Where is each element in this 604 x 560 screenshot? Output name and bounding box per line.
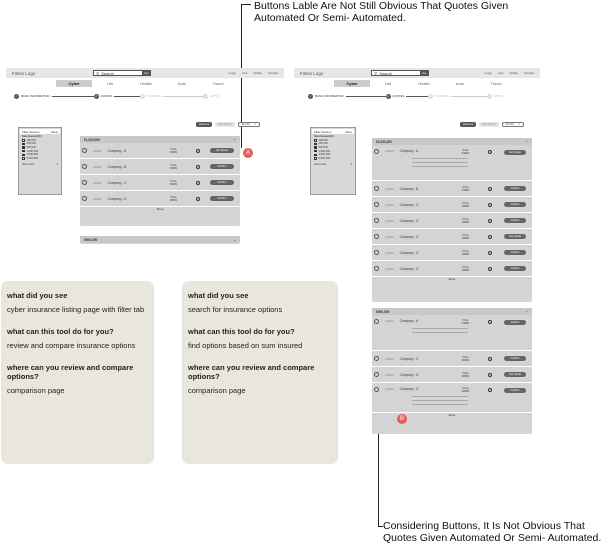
panel-header[interactable]: €500,000 ⌄ (80, 236, 240, 243)
sort-select[interactable]: Sort by ▾ (502, 122, 524, 127)
step-dot: 3 (430, 94, 432, 98)
get-quote-button[interactable]: Get Quote (210, 148, 234, 153)
search-icon: ⚲ (374, 70, 378, 76)
confirm-button[interactable]: Confirm (504, 320, 526, 325)
quote-card: LOGO Company - D Price €2500 Confirm (372, 213, 532, 229)
top-link[interactable]: Kontakt (267, 71, 278, 75)
info-icon (82, 180, 87, 185)
answer: find options based on sum insured (188, 341, 303, 350)
add-icon[interactable] (488, 235, 492, 239)
filter-option[interactable]: 100,000 (311, 139, 355, 143)
filter-option[interactable]: 250,000 (19, 142, 61, 146)
confirm-button[interactable]: Confirm (210, 180, 234, 185)
quote-card: LOGO Company - A Price €1500 Get Quote (80, 143, 240, 159)
answer: cyber insurance listing page with filter tab (7, 305, 145, 314)
quote-panel (372, 308, 532, 434)
question: where can you review and compare options? (7, 363, 134, 381)
annotation-connector (241, 4, 251, 5)
add-icon[interactable] (488, 150, 492, 154)
details-line (412, 158, 468, 159)
tab-auto[interactable]: Auto (455, 81, 465, 86)
chevron-up-icon: ⌃ (525, 139, 528, 144)
info-icon (374, 372, 379, 377)
step-label: APPLY (210, 94, 220, 98)
annotation-bottom: Considering Buttons, It Is Not Obvious That Quotes Given Automated Or Semi- Automated. (383, 520, 602, 544)
info-icon (374, 387, 379, 392)
search-icon: ⚲ (96, 70, 100, 76)
chevron-down-icon: ▾ (518, 122, 520, 126)
top-link[interactable]: Artikel (509, 71, 518, 75)
details-line (412, 166, 468, 167)
tab-cyber[interactable]: Cyber (334, 80, 370, 87)
chevron-down-icon: ▾ (254, 122, 256, 126)
answer: comparison page (7, 386, 65, 395)
question: what did you see (7, 291, 68, 300)
answer: review and compare insurance options (7, 341, 136, 350)
add-icon[interactable] (196, 197, 200, 201)
top-link[interactable]: Link (497, 71, 504, 75)
annotation-badge-a: A (243, 148, 253, 158)
info-icon (374, 218, 379, 223)
question: what did you see (188, 291, 249, 300)
check-icon: ✓ (15, 94, 18, 98)
quote-card: LOGO Company - C Price €2000 Confirm (372, 351, 532, 367)
annotation-badge-b: B (397, 414, 407, 424)
logo: Finlex Logo (12, 70, 36, 76)
tab-travel[interactable]: Travel (212, 81, 224, 86)
sort-select[interactable]: Sort by ▾ (238, 122, 260, 127)
add-icon[interactable] (488, 187, 492, 191)
tab-life[interactable]: Life (106, 81, 114, 86)
step-dot: 2 (95, 94, 97, 98)
top-link[interactable]: Kontakt (523, 71, 534, 75)
logo: Finlex Logo (300, 70, 324, 76)
add-icon[interactable] (488, 320, 492, 324)
more-link[interactable]: More (448, 277, 456, 281)
details-line (412, 332, 468, 333)
filter-option[interactable]: 1,000,000 (311, 149, 355, 153)
question: what can this tool do for you? (188, 327, 295, 336)
add-icon[interactable] (488, 373, 492, 377)
info-icon (82, 148, 87, 153)
quote-card: LOGO Company - C Price €2000 Confirm (372, 197, 532, 213)
question: where can you review and compare options? (188, 363, 315, 381)
info-icon (374, 319, 379, 324)
step-label: QUOTES (392, 94, 405, 98)
confirm-button[interactable]: Confirm (504, 202, 526, 207)
top-link[interactable]: Artikel (253, 71, 262, 75)
tab-travel[interactable]: Travel (490, 81, 502, 86)
add-icon[interactable] (488, 203, 492, 207)
info-icon (374, 250, 379, 255)
chevron-up-icon: ⌃ (525, 309, 528, 314)
details-line (412, 328, 468, 329)
quote-card: LOGO Company - D Price €2500 Get Quote (372, 367, 532, 383)
header-bar (6, 68, 284, 78)
quote-card: LOGO Company - D Price €2500 Confirm (372, 261, 532, 277)
top-link[interactable]: Link (241, 71, 248, 75)
filter-panel (310, 127, 356, 195)
filter-option[interactable]: 500,000 (19, 146, 61, 150)
step-label: BASIC INFORMATION (21, 94, 50, 98)
annotation-top: Buttons Lable Are Not Still Obvious That Quotes Given Automated Or Semi- Automated. (254, 0, 509, 24)
add-icon[interactable] (488, 219, 492, 223)
top-link[interactable]: Login (228, 71, 236, 75)
question: what can this tool do for you? (7, 327, 114, 336)
quote-card: LOGO Company - B Price €1800 Confirm (372, 181, 532, 197)
search-button[interactable]: Go (422, 71, 427, 75)
sort-row (196, 122, 260, 127)
progress-steps (14, 92, 221, 100)
step-label: COMPARE (147, 94, 162, 98)
sort-tab-relevant[interactable]: Relevant (196, 122, 212, 127)
chevron-down-icon: ▾ (56, 163, 58, 167)
answer: comparison page (188, 386, 246, 395)
info-icon (374, 186, 379, 191)
top-links (229, 71, 278, 75)
top-link[interactable]: Login (484, 71, 492, 75)
confirm-button[interactable]: Confirm (210, 164, 234, 169)
answer: search for insurance options (188, 305, 283, 314)
add-icon[interactable] (488, 388, 492, 392)
research-notes-left (1, 281, 154, 464)
add-icon[interactable] (196, 149, 200, 153)
sort-row (460, 122, 524, 127)
search-input[interactable]: ⚲ Search Go (93, 70, 151, 76)
info-icon (82, 164, 87, 169)
filter-group-label: Sum Insured (€) (22, 135, 42, 139)
more-link[interactable]: More (448, 413, 456, 417)
quote-card: LOGO Company - B Price €1800 Confirm (80, 159, 240, 175)
sort-tab-rating[interactable]: Best Rating (479, 122, 498, 127)
check-icon: ✓ (309, 94, 312, 98)
search-button[interactable]: Go (144, 71, 149, 75)
quote-card: LOGO Company - D Price €2500 Confirm (80, 191, 240, 207)
add-icon[interactable] (488, 357, 492, 361)
tab-life[interactable]: Life (384, 81, 392, 86)
info-icon (82, 196, 87, 201)
sort-tab-rating[interactable]: Best Rating (215, 122, 234, 127)
details-line (412, 404, 468, 405)
info-icon (374, 149, 379, 154)
add-icon[interactable] (196, 165, 200, 169)
add-icon[interactable] (488, 267, 492, 271)
header-bar (294, 68, 540, 78)
quote-card-expanded: LOGO Company - A Price €1500 Get Quote (372, 145, 532, 181)
confirm-button[interactable]: Confirm (504, 186, 526, 191)
info-icon (374, 266, 379, 271)
details-line (412, 396, 468, 397)
quote-card-expanded: LOGO Company - A Price €1500 Confirm (372, 315, 532, 351)
step-dot: 3 (142, 94, 144, 98)
panel-header[interactable]: €1,000,000 ⌃ (372, 138, 532, 145)
quote-panel (80, 136, 240, 226)
quote-panel-collapsed (80, 236, 240, 244)
research-notes-right (182, 281, 338, 464)
quote-card: LOGO Company - D Price €2500 Confirm (372, 245, 532, 261)
step-dot: 4 (204, 94, 207, 98)
filter-option[interactable]: 1,000,000 (19, 149, 61, 153)
filter-option[interactable]: 5,000,000 (19, 157, 61, 161)
filter-group-label: Sum Insured (€) (314, 135, 334, 139)
category-tabs (334, 80, 514, 87)
get-quote-button[interactable]: Get Quote (504, 234, 526, 239)
get-quote-button[interactable]: Get Quote (504, 372, 526, 377)
search-input[interactable]: ⚲ Search Go (371, 70, 429, 76)
quote-panel (372, 138, 532, 302)
step-label: APPLY (494, 94, 504, 98)
confirm-button[interactable]: Confirm (504, 266, 526, 271)
filter-panel (18, 127, 62, 195)
progress-steps (308, 92, 505, 100)
tab-auto[interactable]: Auto (177, 81, 187, 86)
add-icon[interactable] (488, 251, 492, 255)
confirm-button[interactable]: Confirm (504, 218, 526, 223)
details-line (412, 162, 468, 163)
confirm-button[interactable]: Confirm (504, 388, 526, 393)
filter-option[interactable]: 100,000 (19, 139, 61, 143)
chevron-down-icon: ⌄ (233, 237, 236, 242)
step-label: COMPARE (435, 94, 450, 98)
step-dot: 4 (488, 94, 491, 98)
get-quote-button[interactable]: Get Quote (504, 150, 526, 155)
info-icon (374, 356, 379, 361)
sort-tab-relevant[interactable]: Relevant (460, 122, 476, 127)
panel-header[interactable]: €500,000 ⌃ (372, 308, 532, 315)
wireframe-left (6, 68, 284, 258)
annotation-connector (378, 425, 379, 527)
filter-clear[interactable]: Clear (344, 129, 352, 134)
confirm-button[interactable]: Confirm (210, 196, 234, 201)
confirm-button[interactable]: Confirm (504, 356, 526, 361)
step-label: QUOTES (100, 94, 113, 98)
filter-more[interactable]: View more ▾ (314, 163, 352, 167)
more-link[interactable]: More (156, 207, 164, 211)
quote-card: LOGO Company - D Price €2500 Get Quote (372, 229, 532, 245)
filter-option[interactable]: 2,500,000 (311, 153, 355, 157)
step-dot: 2 (387, 94, 389, 98)
chevron-down-icon: ▾ (350, 163, 352, 167)
quote-card: LOGO Company - C Price €2000 Confirm (80, 175, 240, 191)
tab-health[interactable]: Health (418, 81, 430, 86)
filter-option[interactable]: 250,000 (311, 142, 355, 146)
filter-option[interactable]: 2,500,000 (19, 153, 61, 157)
filter-title: Filter Section (22, 129, 40, 134)
confirm-button[interactable]: Confirm (504, 250, 526, 255)
quote-card-expanded: LOGO Company - D Price €2500 Confirm (372, 383, 532, 413)
category-tabs (56, 80, 236, 87)
filter-clear[interactable]: Clear (50, 129, 58, 134)
add-icon[interactable] (196, 181, 200, 185)
info-icon (374, 202, 379, 207)
chevron-up-icon: ⌃ (233, 137, 236, 142)
details-line (412, 400, 468, 401)
step-label: BASIC INFORMATION (315, 94, 344, 98)
filter-more[interactable]: View more ▾ (22, 163, 58, 167)
filter-option[interactable]: 500,000 (311, 146, 355, 150)
panel-header[interactable]: €1,000,000 ⌃ (80, 136, 240, 143)
filter-option[interactable]: 5,000,000 (311, 157, 355, 161)
top-links (485, 71, 534, 75)
tab-cyber[interactable]: Cyber (56, 80, 92, 87)
filter-title: Filter Section (314, 129, 332, 134)
tab-health[interactable]: Health (140, 81, 152, 86)
info-icon (374, 234, 379, 239)
